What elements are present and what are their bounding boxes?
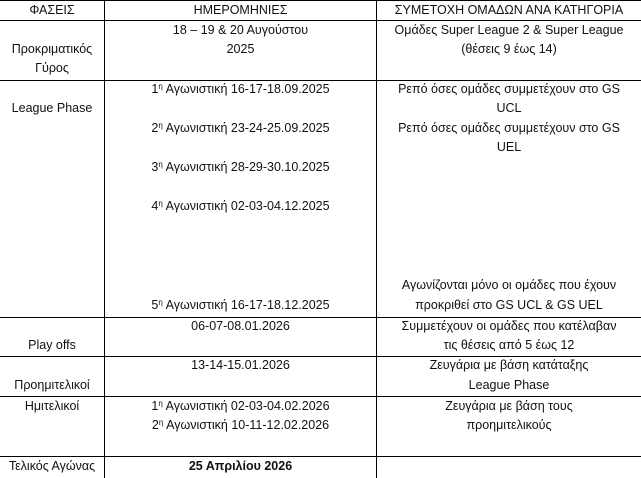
round-number: 1	[151, 82, 159, 96]
final-date: 25 Απριλίου 2026	[188, 459, 293, 473]
semifinals-teams-line2: προημιτελικούς	[466, 418, 552, 432]
qualifying-dates-line2: 2025	[226, 42, 255, 56]
qualifying-teams-line1: Ομάδες Super League 2 & Super League	[394, 23, 624, 37]
league-note3-line1: Αγωνίζονται μόνο οι ομάδες που έχουν	[401, 278, 617, 292]
playoffs-teams-line1: Συμμετέχουν οι ομάδες που κατέλαβαν	[401, 319, 617, 333]
playoffs-teams-line2: τις θέσεις από 5 έως 12	[443, 338, 575, 352]
final-phase: Τελικός Αγώνας	[8, 459, 96, 473]
round-ordinal: η	[158, 298, 163, 307]
qualifying-teams-line2: (θέσεις 9 έως 14)	[461, 42, 557, 56]
round-label: Αγωνιστική 16-17-18.09.2025	[165, 82, 330, 96]
semifinals-teams-line1: Ζευγάρια με βάση τους	[445, 399, 573, 413]
league-note1-line2: UCL	[496, 101, 522, 115]
round-ordinal: η	[158, 160, 163, 169]
round-ordinal: η	[158, 199, 163, 208]
playoffs-phase: Play offs	[28, 338, 76, 352]
qualifying-dates-line1: 18 – 19 & 20 Αυγούστου	[172, 23, 309, 37]
round-ordinal: η	[158, 399, 163, 408]
league-note2-line2: UEL	[496, 140, 522, 154]
round-number: 3	[151, 160, 159, 174]
round-number: 4	[151, 199, 159, 213]
round-number: 2	[151, 418, 159, 432]
league-note1-line1: Ρεπό όσες ομάδες συμμετέχουν στο GS	[398, 82, 620, 96]
round-label: Αγωνιστική 10-11-12.02.2026	[166, 418, 330, 432]
quarterfinals-phase: Προημιτελικοί	[14, 378, 90, 392]
round-label: Αγωνιστική 16-17-18.12.2025	[165, 298, 330, 312]
quarterfinals-dates: 13-14-15.01.2026	[191, 358, 290, 372]
round-label: Αγωνιστική 02-03-04.02.2026	[165, 399, 330, 413]
round-ordinal: η	[158, 82, 163, 91]
header-dates: ΗΜΕΡΟΜΗΝΙΕΣ	[193, 3, 288, 17]
league-round-2	[105, 119, 376, 138]
round-number: 5	[151, 298, 159, 312]
header-participation: ΣΥΜΕΤΟΧΗ ΟΜΑΔΩΝ ΑΝΑ ΚΑΤΗΓΟΡΙΑ	[394, 3, 624, 17]
semifinals-phase: Ημιτελικοί	[24, 399, 80, 413]
quarterfinals-teams-line1: Ζευγάρια με βάση κατάταξης	[429, 358, 589, 372]
league-note3-line2: προκριθεί στο GS UCL & GS UEL	[415, 298, 603, 312]
quarterfinals-teams-line2: League Phase	[468, 378, 550, 392]
semifinal-round-1	[105, 397, 376, 416]
round-number: 2	[151, 121, 159, 135]
qualifying-phase-line2: Γύρος	[35, 61, 69, 75]
league-round-1	[105, 80, 376, 99]
semifinal-round-2	[105, 416, 376, 435]
round-ordinal: η	[158, 418, 164, 427]
league-note2-line1: Ρεπό όσες ομάδες συμμετέχουν στο GS	[398, 121, 620, 135]
league-round-4	[105, 197, 376, 216]
header-phases: ΦΑΣΕΙΣ	[29, 3, 75, 17]
round-ordinal: η	[158, 121, 163, 130]
qualifying-phase-line1: Προκριματικός	[11, 42, 93, 56]
round-label: Αγωνιστική 02-03-04.12.2025	[165, 199, 330, 213]
playoffs-dates: 06-07-08.01.2026	[191, 319, 290, 333]
league-round-5	[105, 296, 376, 315]
round-number: 1	[151, 399, 159, 413]
league-phase-label: League Phase	[11, 101, 93, 115]
league-round-3	[105, 158, 376, 177]
round-label: Αγωνιστική 28-29-30.10.2025	[165, 160, 330, 174]
round-label: Αγωνιστική 23-24-25.09.2025	[165, 121, 330, 135]
